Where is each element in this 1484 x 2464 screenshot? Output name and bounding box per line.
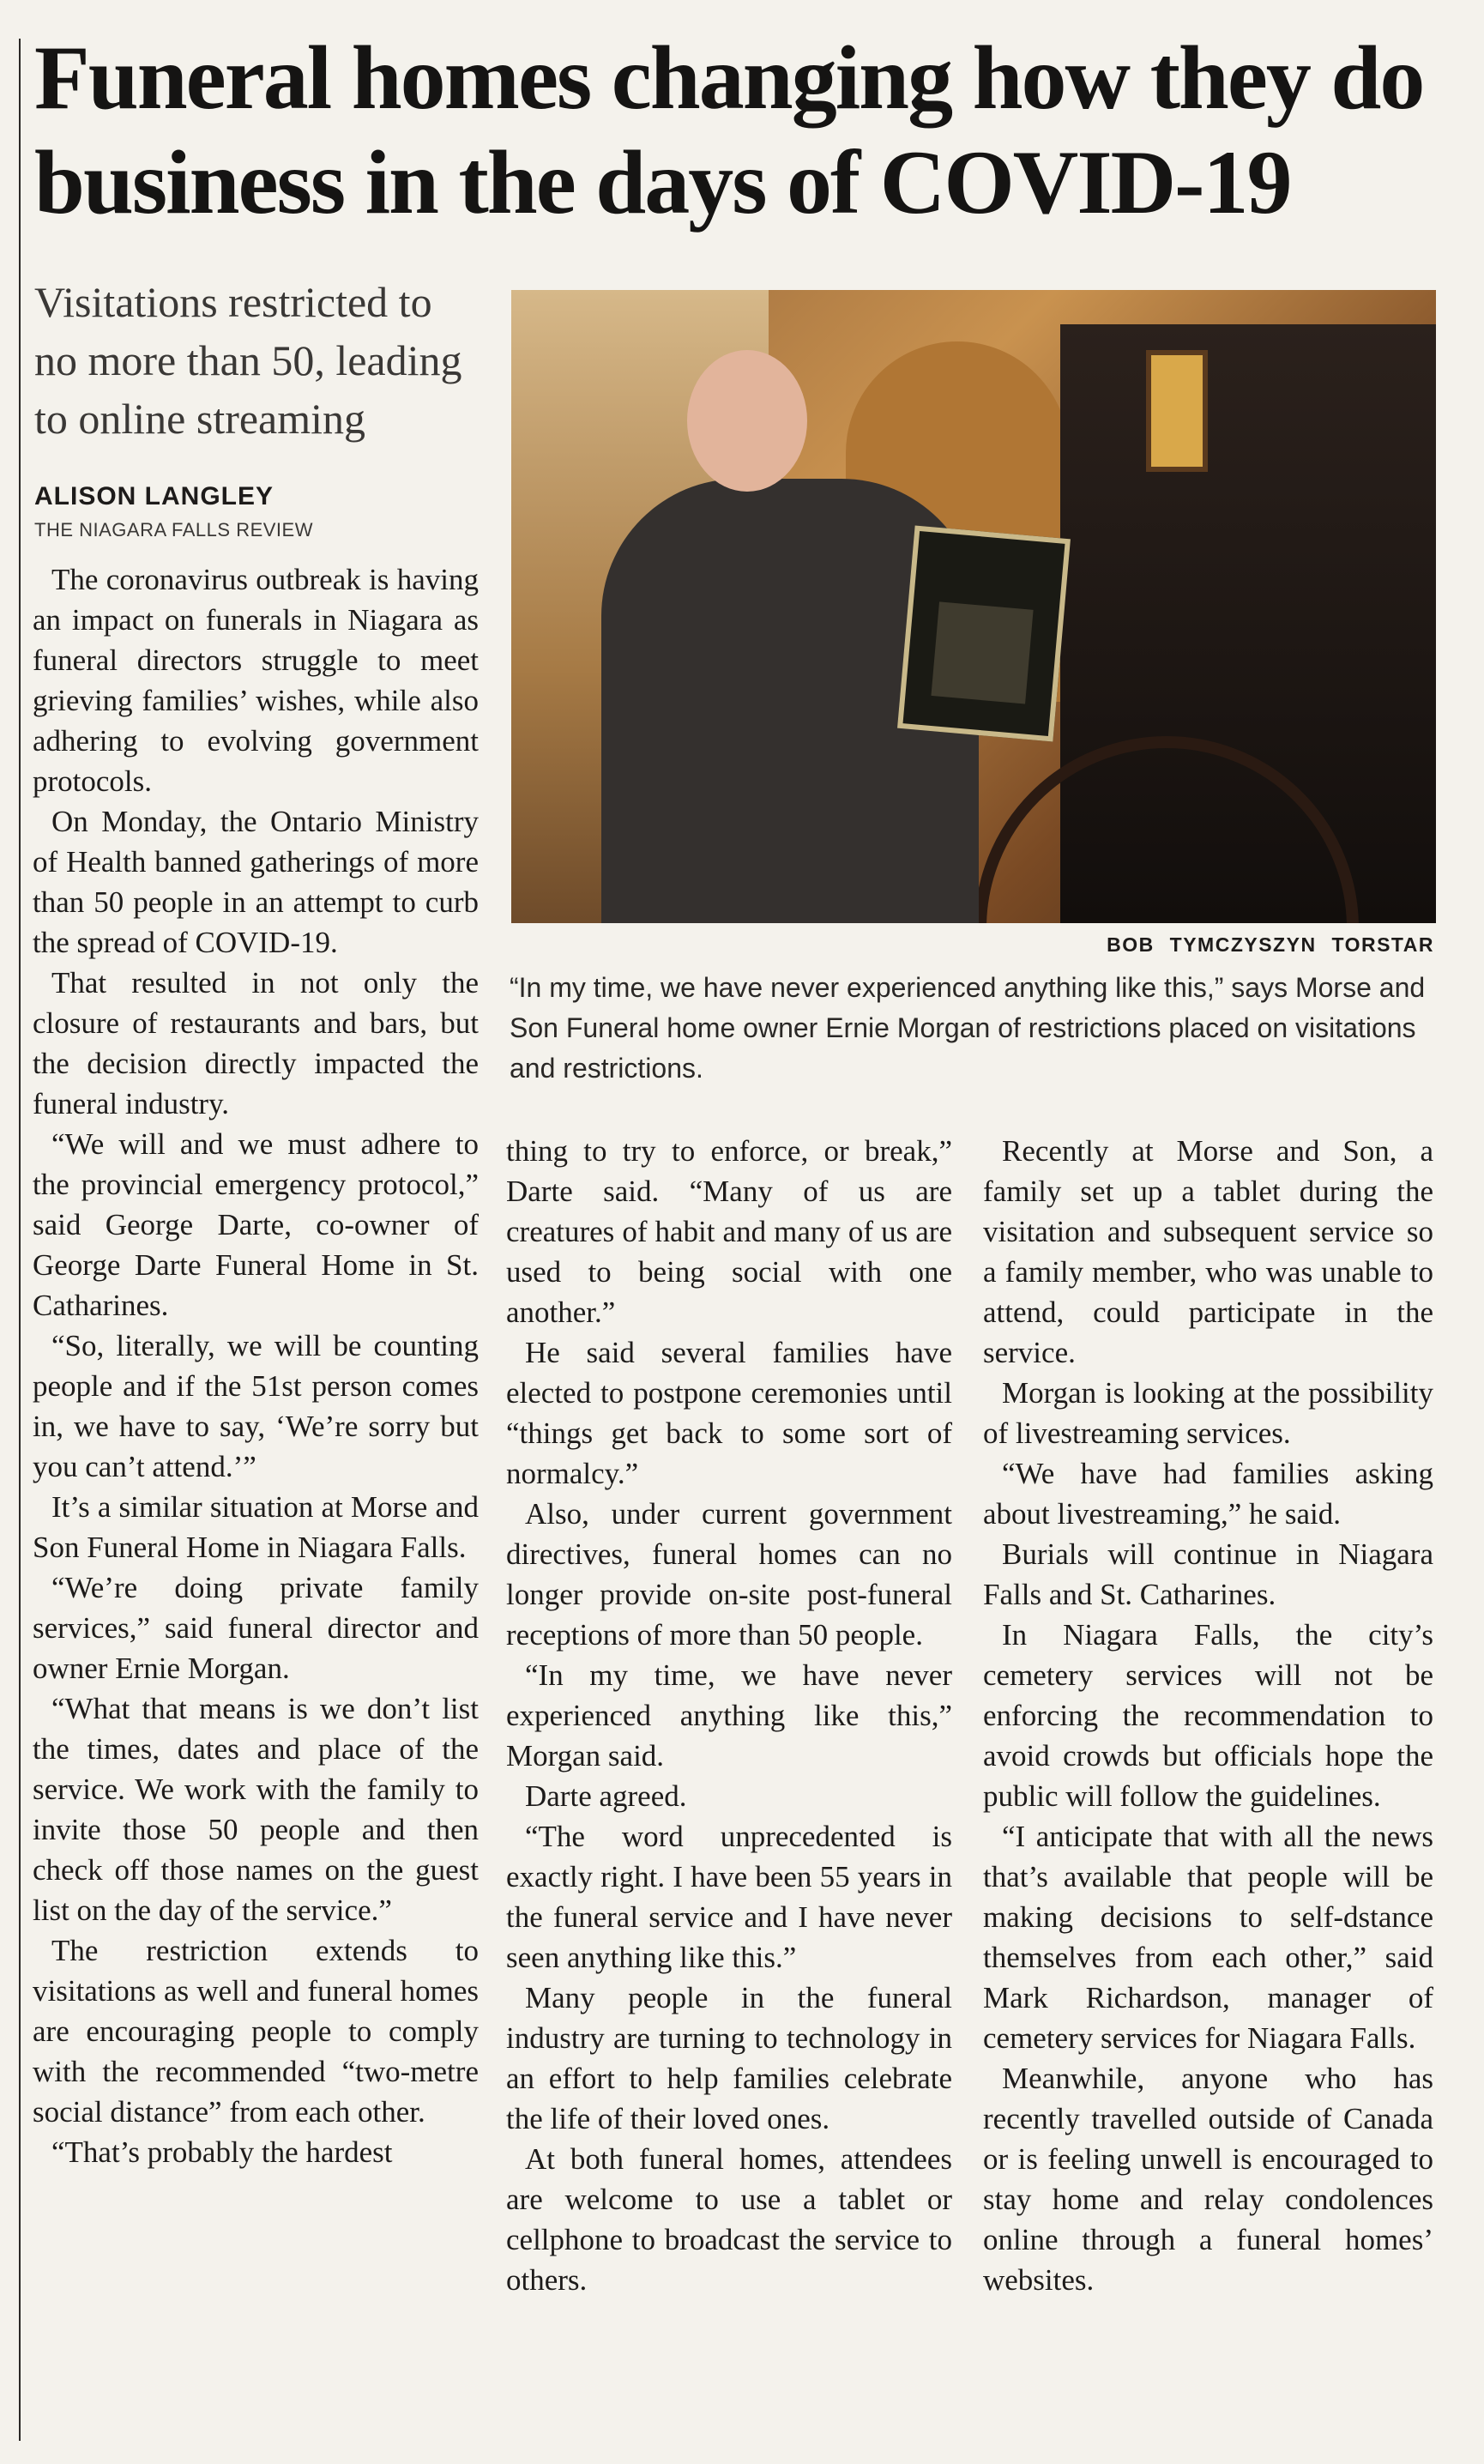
paragraph: In Niagara Falls, the city’s cemetery services will not be enforcing the recommendation to avoid crowds but officials hope the public will follow the guidelines. (983, 1618, 1433, 1813)
article-photo (511, 290, 1436, 923)
deck-subheadline: Visitations restricted to no more than 50, leading to online streaming (34, 278, 462, 443)
photo-lantern (1146, 350, 1208, 472)
article-column-3 (983, 1131, 1433, 2300)
paragraph: Many people in the funeral industry are turning to technology in an effort to help families celebrate the life of their loved ones. (506, 1981, 952, 2135)
paragraph: “The word unprecedented is exactly right. I have been 55 years in the funeral service and I have never seen anything like this.” (506, 1820, 952, 1974)
photo-framed-document (897, 526, 1071, 742)
paragraph: “We have had families asking about livestreaming,” he said. (983, 1457, 1433, 1531)
column-rule (19, 39, 21, 2441)
paragraph: It’s a similar situation at Morse and Son Funeral Home in Niagara Falls. (33, 1490, 479, 1564)
paragraph: Recently at Morse and Son, a family set up a tablet during the visitation and subsequent service so a family member, who was unable to attend, could participate in the service. (983, 1134, 1433, 1369)
paragraph: “I anticipate that with all the news that’s available that people will be making decisions to self-dstance themselves from each other,” said Mark Richardson, manager of cemetery services for Niagara Falls. (983, 1820, 1433, 2055)
paragraph: Morgan is looking at the possibility of livestreaming services. (983, 1376, 1433, 1450)
paragraph: “What that means is we don’t list the times, dates and place of the service. We work with the family to invite those 50 people and then check off those names on the guest list on the day of the service.” (33, 1692, 479, 1927)
paragraph: Meanwhile, anyone who has recently travelled outside of Canada or is feeling unwell is encouraged to stay home and relay condolences online through a funeral homes’ websites. (983, 2062, 1433, 2297)
article-column-1 (33, 559, 479, 2172)
article-column-2 (506, 1131, 952, 2300)
paragraph: The coronavirus outbreak is having an impact on funerals in Niagara as funeral directors struggle to meet grieving families’ wishes, while also adhering to evolving government protocols. (33, 563, 479, 798)
paragraph: Burials will continue in Niagara Falls and St. Catharines. (983, 1537, 1433, 1611)
paragraph: The restriction extends to visitations as well and funeral homes are encouraging people to comply with the recommended “two-metre social distance” from each other. (33, 1934, 479, 2129)
paragraph: “So, literally, we will be counting people and if the 51st person comes in, we have to say, ‘We’re sorry but you can’t attend.’” (33, 1329, 479, 1483)
photo-caption: “In my time, we have never experienced anything like this,” says Morse and Son Funeral home owner Ernie Morgan of restrictions placed on visitations and restrictions. (510, 972, 1426, 1084)
photo-man-head (687, 350, 807, 492)
paragraph: thing to try to enforce, or break,” Darte said. “Many of us are creatures of habit and many of us are used to being social with one another.” (506, 1134, 952, 1329)
paragraph: At both funeral homes, attendees are welcome to use a tablet or cellphone to broadcast the service to others. (506, 2142, 952, 2297)
paragraph: Also, under current government directives, funeral homes can no longer provide on-site post-funeral receptions of more than 50 people. (506, 1497, 952, 1652)
paragraph: That resulted in not only the closure of restaurants and bars, but the decision directly impacted the funeral industry. (33, 966, 479, 1120)
paragraph: On Monday, the Ontario Ministry of Health banned gatherings of more than 50 people in an attempt to curb the spread of COVID-19. (33, 805, 479, 959)
paragraph: “We’re doing private family services,” said funeral director and owner Ernie Morgan. (33, 1571, 479, 1685)
paragraph: “In my time, we have never experienced anything like this,” Morgan said. (506, 1658, 952, 1773)
byline-publication: THE NIAGARA FALLS REVIEW (34, 519, 313, 541)
paragraph: He said several families have elected to postpone ceremonies until “things get back to some sort of normalcy.” (506, 1336, 952, 1490)
paragraph: “We will and we must adhere to the provincial emergency protocol,” said George Darte, co-owner of George Darte Funeral Home in St. Catharines. (33, 1127, 479, 1322)
paragraph: Darte agreed. (525, 1779, 687, 1813)
photo-credit: BOB TYMCZYSZYN TORSTAR (1107, 933, 1434, 956)
paragraph: “That’s probably the hardest (51, 2135, 393, 2169)
headline: Funeral homes changing how they do business in the days of COVID-19 (34, 27, 1424, 233)
byline-author: ALISON LANGLEY (34, 482, 274, 510)
